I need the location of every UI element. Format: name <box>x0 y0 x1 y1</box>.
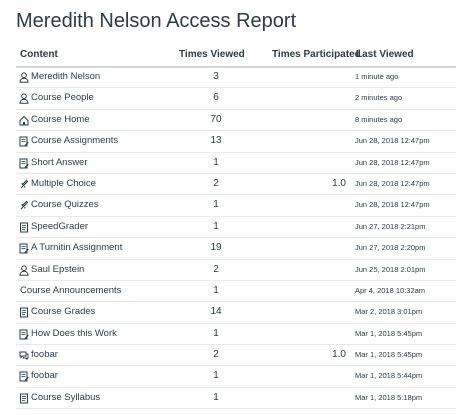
last-viewed-value: Jun 27, 2018 2:21pm <box>355 221 426 231</box>
content-name-link[interactable]: How Does this Work <box>31 327 117 339</box>
content-name-link[interactable]: A Turnitin Assignment <box>31 242 123 254</box>
times-viewed-value: 2 <box>213 349 219 361</box>
report-table-body <box>16 67 456 409</box>
content-name-link[interactable]: foobar <box>31 370 58 382</box>
times-viewed-value: 3 <box>213 71 219 82</box>
times-viewed-value: 1 <box>213 284 219 296</box>
assignment-icon <box>19 371 29 382</box>
table-row <box>16 366 456 387</box>
table-row <box>16 302 456 323</box>
last-viewed-value: 8 minutes ago <box>355 114 403 124</box>
times-viewed-value: 1 <box>213 327 219 339</box>
times-participated-value: 1.0 <box>332 349 346 361</box>
last-viewed-value: Jun 28, 2018 12:47pm <box>355 157 430 167</box>
content-name-link[interactable]: Course Grades <box>31 306 96 318</box>
table-row <box>16 67 456 88</box>
content-name-link[interactable]: Course Announcements <box>20 284 122 296</box>
times-viewed-value: 14 <box>210 306 222 318</box>
table-row <box>16 131 456 152</box>
column-header-times-participated[interactable]: Times Participated <box>272 49 361 60</box>
content-name-link[interactable]: Multiple Choice <box>31 177 96 189</box>
content-name-link[interactable]: Course Syllabus <box>31 391 101 403</box>
page-title: Meredith Nelson Access Report <box>16 10 297 32</box>
times-viewed-value: 2 <box>213 177 219 189</box>
column-header-content[interactable]: Content <box>20 49 58 60</box>
table-row <box>16 345 456 366</box>
last-viewed-value: 2 minutes ago <box>355 93 403 103</box>
rocket-icon <box>19 200 29 211</box>
rocket-icon <box>19 179 29 190</box>
table-row <box>16 195 456 216</box>
content-name-link[interactable]: Course People <box>31 92 94 104</box>
last-viewed-value: Mar 1, 2018 5:44pm <box>355 371 423 381</box>
table-row <box>16 260 456 281</box>
document-icon <box>19 222 29 233</box>
times-viewed-value: 1 <box>213 199 219 211</box>
table-row <box>16 110 456 131</box>
document-icon <box>19 307 29 318</box>
home-icon <box>19 115 29 126</box>
assignment-icon <box>19 158 29 169</box>
discussion-icon <box>19 350 29 361</box>
last-viewed-value: Jun 28, 2018 12:47pm <box>355 178 430 188</box>
times-viewed-value: 1 <box>213 391 219 403</box>
table-row <box>16 88 456 109</box>
last-viewed-value: Mar 1, 2018 5:18pm <box>355 392 423 402</box>
last-viewed-value: Jun 25, 2018 2:01pm <box>355 264 426 274</box>
times-viewed-value: 1 <box>213 156 219 168</box>
content-name-link[interactable]: Short Answer <box>31 156 88 168</box>
table-row <box>16 388 456 409</box>
last-viewed-value: Mar 2, 2018 3:01pm <box>355 307 423 317</box>
column-header-last-viewed[interactable]: Last Viewed <box>356 49 414 60</box>
content-name-link[interactable]: foobar <box>31 349 58 361</box>
table-row <box>16 238 456 259</box>
last-viewed-value: Jun 28, 2018 12:47pm <box>355 200 430 210</box>
last-viewed-value: Jun 28, 2018 12:47pm <box>355 136 430 146</box>
assignment-icon <box>19 329 29 340</box>
last-viewed-value: 1 minute ago <box>355 72 399 81</box>
user-icon <box>19 93 29 104</box>
times-viewed-value: 13 <box>210 135 222 147</box>
assignment-icon <box>19 136 29 147</box>
table-header <box>16 40 456 68</box>
last-viewed-value: Mar 1, 2018 5:45pm <box>355 350 423 360</box>
content-name-link[interactable]: Saul Epstein <box>31 263 85 275</box>
content-name-link[interactable]: Course Home <box>31 113 90 125</box>
content-name-link[interactable]: Course Assignments <box>31 135 119 147</box>
user-icon <box>19 72 29 83</box>
times-viewed-value: 19 <box>210 242 222 254</box>
content-name-link[interactable]: Course Quizzes <box>31 199 99 211</box>
times-participated-value: 1.0 <box>332 177 346 189</box>
last-viewed-value: Jun 27, 2018 2:20pm <box>355 243 426 253</box>
user-icon <box>19 265 29 276</box>
column-header-times-viewed[interactable]: Times Viewed <box>179 49 245 60</box>
last-viewed-value: Mar 1, 2018 5:45pm <box>355 328 423 338</box>
last-viewed-value: Apr 4, 2018 10:32am <box>355 285 426 295</box>
times-viewed-value: 1 <box>213 220 219 232</box>
content-name-link[interactable]: SpeedGrader <box>31 220 89 232</box>
table-row <box>16 174 456 195</box>
times-viewed-value: 6 <box>213 92 219 104</box>
document-icon <box>19 393 29 404</box>
table-row <box>16 324 456 345</box>
assignment-icon <box>19 243 29 254</box>
times-viewed-value: 2 <box>213 263 219 275</box>
content-name-link[interactable]: Meredith Nelson <box>31 71 101 82</box>
table-row <box>16 153 456 174</box>
table-row <box>16 217 456 238</box>
table-row <box>16 281 456 302</box>
times-viewed-value: 70 <box>210 113 222 125</box>
times-viewed-value: 1 <box>213 370 219 382</box>
